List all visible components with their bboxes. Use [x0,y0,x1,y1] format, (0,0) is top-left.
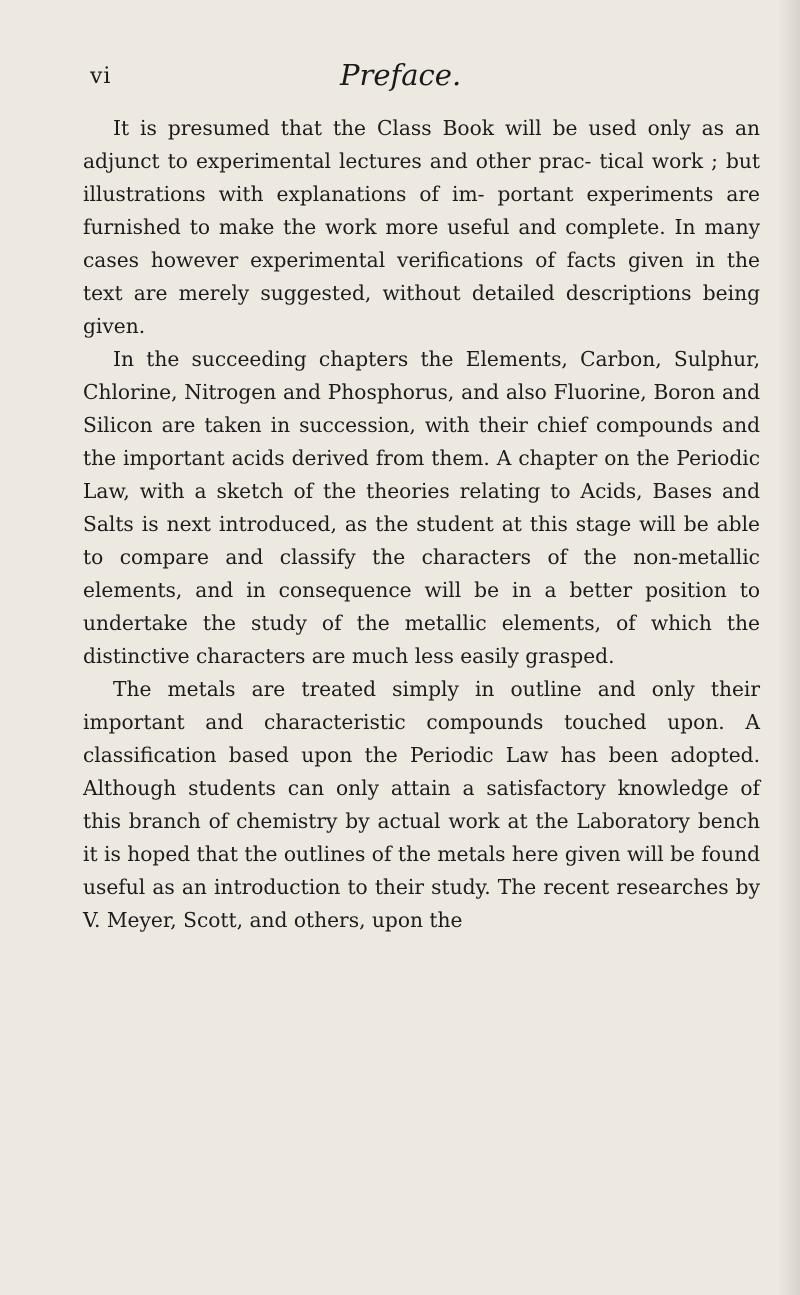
paragraph-2: In the succeeding chapters the Elements, Carbon, Sulphur, Chlorine, Nitrogen and Phosphorus, and also Fluorine, Boron and Silicon are taken in succession, with their chief compounds and the important acids derived from them. A chapter on the Periodic Law, with a sketch of the theories relating to Acids, Bases and Salts is next introduced, as the student at this stage will be able to compare and classify the characters of the non-metallic elements, and in consequence will be in a better position to undertake the study of the metallic elements, of which the distinctive characters are much less easily grasped. [83,347,760,668]
page-edge-shadow [778,0,800,1295]
running-head [90,58,730,98]
preface-body [83,112,760,937]
paragraph-1: It is presumed that the Class Book will be used only as an adjunct to experimental lectures and other prac- tical work ; but illustrations with explanations of im- portant experiments are furnished to make the work more useful and complete. In many cases however experimental verifications of facts given in the text are merely suggested, without detailed descriptions being given. [83,116,760,338]
page-number: vi [90,64,112,89]
running-title: Preface. [340,58,462,92]
paragraph-3: The metals are treated simply in outline and only their important and characteristic compounds touched upon. A classification based upon the Periodic Law has been adopted. Although students can only attain a satisfactory knowledge of this branch of chemistry by actual work at the Laboratory bench it is hoped that the outlines of the metals here given will be found useful as an introduction to their study. The recent researches by V. Meyer, Scott, and others, upon the [83,677,760,932]
